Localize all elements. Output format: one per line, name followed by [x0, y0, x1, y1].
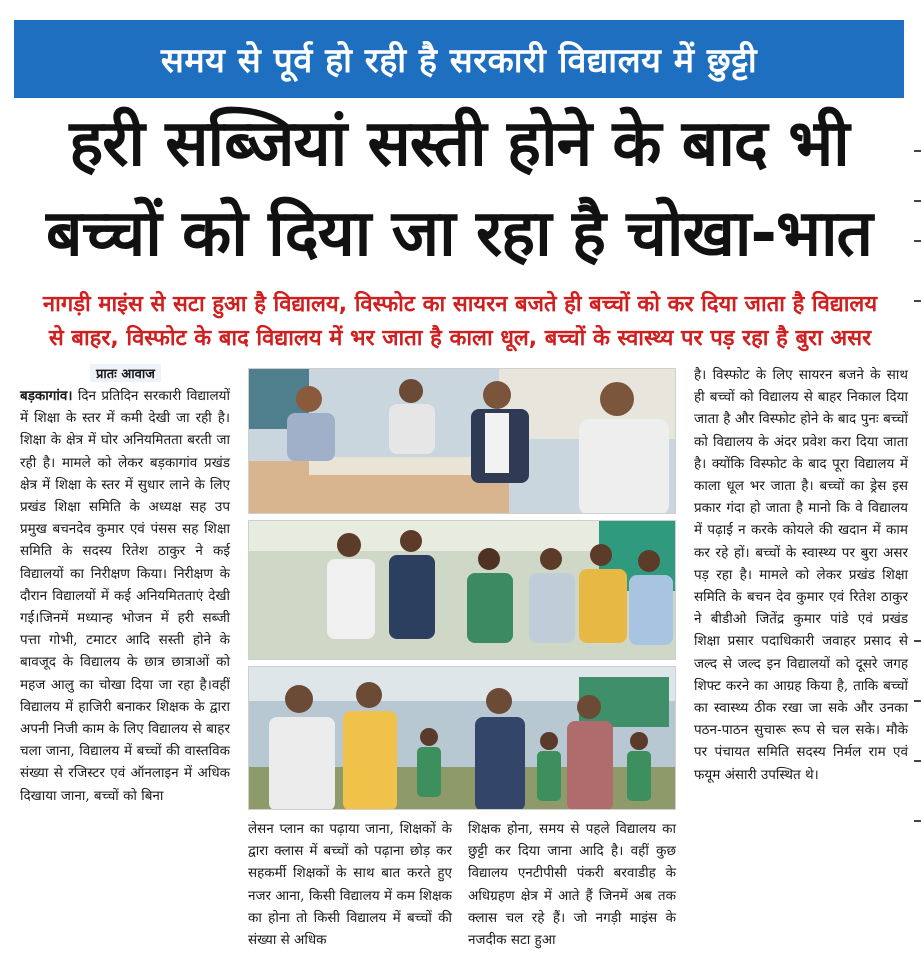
dateline: बड़कागांव। [20, 388, 73, 404]
column-1-text: दिन प्रतिदिन सरकारी विद्यालयों में शिक्षा के स्तर में कमी देखी जा रही है। शिक्षा के क्षेत्र में घोर अनियमितता बरती जा रही है। मामले को लेकर बड़कागांव प्रखंड क्षेत्र में शिक्षा के स्तर में सुधार लाने के लिए प्रखंड शिक्षा समिति के अध्यक्ष सह उप प्रमुख बचनदेव कुमार एवं पंसस सह शिक्षा समिति के सदस्य रितेश ठाकुर ने कई विद्यालयों का निरीक्षण किया। निरीक्षण के दौरान विद्यालयों में कई अनियमितताएं देखी गई।जिनमें मध्यान्ह भोजन में हरी सब्जी पत्ता गोभी, टमाटर आदि सस्ती होने के बावजूद के विद्यालय के छात्र छात्राओं को महज आलु का चोखा दिया जा रहा है।वहीं विद्यालय में हाजिरी बनाकर शिक्षक के द्वारा अपनी निजी काम के लिए विद्यालय से बाहर चला जाना, विद्यालय में बच्चों की वास्तविक संख्या से रजिस्टर एवं ऑनलाइन में अधिक दिखाया जाना, बच्चों को बिना [20, 388, 231, 804]
photo-outdoor-students-image [249, 667, 676, 810]
photo-outdoor-students [248, 666, 676, 810]
subheadline-line-1: नागड़ी माइंस से सटा हुआ है विद्यालय, विस्फोट का सायरन बजते ही बच्चों को कर दिया जाता है विद्यालय [42, 292, 878, 317]
article-banner: समय से पूर्व हो रही है सरकारी विद्यालय में छुट्टी [14, 20, 904, 98]
photo-classroom-visit-image [249, 521, 676, 660]
photo-classroom-visit [248, 520, 676, 660]
photo-office-inspection [248, 368, 676, 514]
photo-office-inspection-image [249, 369, 676, 514]
headline-line-2: बच्चों को दिया जा रहा है चोखा-भात [45, 197, 873, 271]
article-column-4: है। विस्फोट के लिए सायरन बजने के साथ ही बच्चों को विद्यालय से बाहर निकाल दिया जाता है और विस्फोट होने के बाद पुनः बच्चों को विद्यालय के अंदर प्रवेश करा दिया जाता है। क्योंकि विस्फोट के बाद पूरा विद्यालय में काला धूल भर जाता है। बच्चों का ड्रेस इस प्रकार गंदा हो जाता है मानो कि वे विद्यालय में पढ़ाई न करके कोयले की खदान में काम कर रहे हों। बच्चों के स्वास्थ्य पर बुरा असर पड़ रहा है। मामले को लेकर प्रखंड शिक्षा समिति के बचन देव कुमार एवं रितेश ठाकुर ने बीडीओ जितेंद्र कुमार पांडे एवं प्रखंड शिक्षा प्रसार पदाधिकारी जवाहर प्रसाद से जल्द से जल्द इन विद्यालयों को दूसरे जगह शिफ्ट करने का आग्रह किया है, ताकि बच्चों का स्वास्थ्य ठीक रखा जा सके और उनका पठन-पाठन सुचारू रूप से चल सके। मौके पर पंचायत समिति सदस्य निर्मल राम एवं फयूम अंसारी उपस्थित थे। [694, 367, 908, 783]
subheadline-line-2: से बाहर, विस्फोट के बाद विद्यालय में भर जाता है काला धूल, बच्चों के स्वास्थ्य पर पड़ रहा है बुरा असर [48, 326, 872, 351]
byline: प्रातः आवाज [90, 364, 161, 382]
article-column-2: लेसन प्लान का पढ़ाया जाना, शिक्षकों के द्वारा क्लास में बच्चों को पढ़ाना छोड़ कर सहकर्मी शिक्षकों के साथ बात करते हुए नजर आना, किसी विद्यालय में कम शिक्षक का होना तो किसी विद्यालय में बच्चों की संख्या से अधिक [248, 821, 452, 949]
article-column-3: शिक्षक होना, समय से पहले विद्यालय का छुट्टी कर दिया जाना आदि है। वहीं कुछ विद्यालय एनटीपीसी पंकरी बरवाडीह के अधिग्रहण क्षेत्र में आते हैं जिनमें अब तक क्लास चल रहे हैं। जो नगड़ी माइंस के नजदीक सटा हुआ [468, 821, 676, 949]
headline-line-1: हरी सब्जियां सस्ती होने के बाद भी [69, 107, 849, 181]
article-column-1 [20, 385, 230, 807]
